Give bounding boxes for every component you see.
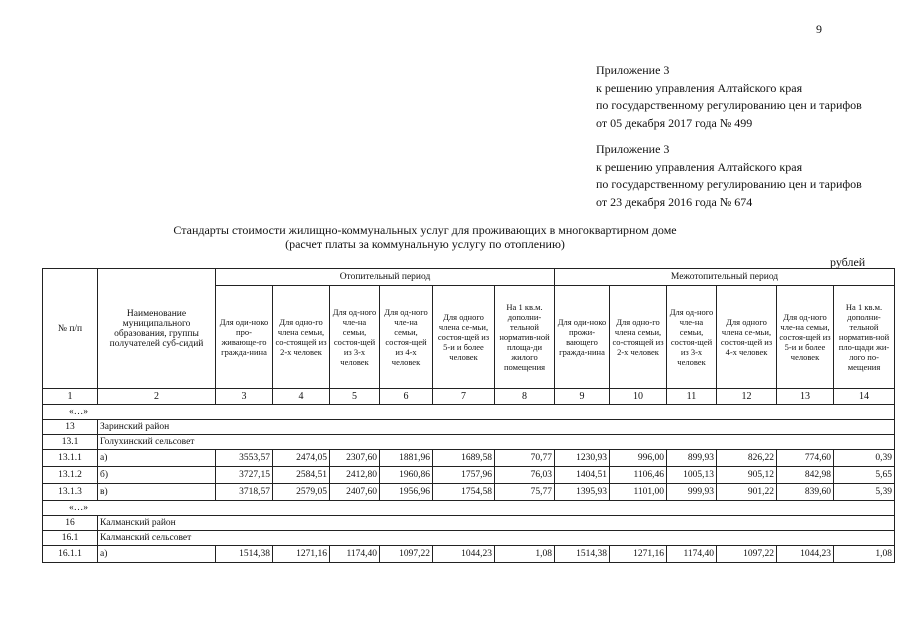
value-cell: 1271,16 bbox=[610, 546, 667, 563]
row-number: 16.1.1 bbox=[43, 546, 98, 563]
value-cell: 1960,86 bbox=[380, 467, 433, 484]
value-cell: 842,98 bbox=[777, 467, 834, 484]
header-heating-period: Отопительный период bbox=[216, 269, 555, 286]
header-heating-col: Для од-ного чле-на семьи, состоя-щей из 3-х человек bbox=[330, 286, 380, 389]
value-cell: 1174,40 bbox=[667, 546, 717, 563]
header-nonheating-col: Для одно-го члена семьи, со-стоящей из 2-х человек bbox=[610, 286, 667, 389]
section-name: Заринский район bbox=[98, 420, 895, 435]
column-number: 7 bbox=[433, 389, 495, 405]
row-number: 13.1.1 bbox=[43, 450, 98, 467]
value-cell: 75,77 bbox=[495, 484, 555, 501]
table-row bbox=[43, 450, 895, 467]
value-cell: 1174,40 bbox=[330, 546, 380, 563]
column-number: 1 bbox=[43, 389, 98, 405]
value-cell: 1757,96 bbox=[433, 467, 495, 484]
row-name: а) bbox=[98, 546, 216, 563]
header-heating-col: Для оди-ноко про-живающе-го гражда-нина bbox=[216, 286, 273, 389]
row-number: 13.1 bbox=[43, 435, 98, 450]
column-number: 11 bbox=[667, 389, 717, 405]
appendix-line: по государственному регулированию цен и тарифов bbox=[596, 98, 862, 112]
column-number: 2 bbox=[98, 389, 216, 405]
header-nonheating-period: Межотопительный период bbox=[555, 269, 895, 286]
section-row bbox=[43, 516, 895, 531]
column-number: 3 bbox=[216, 389, 273, 405]
table-row bbox=[43, 467, 895, 484]
page-number: 9 bbox=[816, 22, 822, 36]
value-cell: 3553,57 bbox=[216, 450, 273, 467]
value-cell: 3727,15 bbox=[216, 467, 273, 484]
value-cell: 5,39 bbox=[834, 484, 895, 501]
section-name: Голухинский сельсовет bbox=[98, 435, 895, 450]
ellipsis-row bbox=[43, 405, 895, 420]
header-nonheating-col: Для одного члена се-мьи, состоя-щей из 4-х человек bbox=[717, 286, 777, 389]
value-cell: 5,65 bbox=[834, 467, 895, 484]
value-cell: 2407,60 bbox=[330, 484, 380, 501]
document-subtitle: (расчет платы за коммунальную услугу по отоплению) bbox=[285, 237, 565, 251]
value-cell: 999,93 bbox=[667, 484, 717, 501]
column-number: 10 bbox=[610, 389, 667, 405]
column-number: 4 bbox=[273, 389, 330, 405]
value-cell: 1395,93 bbox=[555, 484, 610, 501]
ellipsis-row bbox=[43, 501, 895, 516]
value-cell: 905,12 bbox=[717, 467, 777, 484]
value-cell: 839,60 bbox=[777, 484, 834, 501]
value-cell: 2474,05 bbox=[273, 450, 330, 467]
value-cell: 1404,51 bbox=[555, 467, 610, 484]
value-cell: 1956,96 bbox=[380, 484, 433, 501]
row-number: 13.1.2 bbox=[43, 467, 98, 484]
section-row bbox=[43, 420, 895, 435]
ellipsis-mark: «…» bbox=[43, 501, 895, 516]
column-number: 5 bbox=[330, 389, 380, 405]
header-num: № п/п bbox=[43, 269, 98, 389]
value-cell: 1271,16 bbox=[273, 546, 330, 563]
header-nonheating-col: Для оди-ноко прожи-вающего гражда-нина bbox=[555, 286, 610, 389]
value-cell: 1881,96 bbox=[380, 450, 433, 467]
header-heating-col: Для од-ного чле-на семьи, состоя-щей из 4-х человек bbox=[380, 286, 433, 389]
header-nonheating-col: Для од-ного чле-на семьи, состоя-щей из 3-х человек bbox=[667, 286, 717, 389]
column-number: 6 bbox=[380, 389, 433, 405]
value-cell: 70,77 bbox=[495, 450, 555, 467]
header-heating-col: Для одного члена се-мьи, состоя-щей из 5-и и более человек bbox=[433, 286, 495, 389]
value-cell: 1097,22 bbox=[717, 546, 777, 563]
value-cell: 1044,23 bbox=[777, 546, 834, 563]
appendix-line: от 05 декабря 2017 года № 499 bbox=[596, 115, 753, 130]
value-cell: 1097,22 bbox=[380, 546, 433, 563]
value-cell: 1514,38 bbox=[216, 546, 273, 563]
column-number: 13 bbox=[777, 389, 834, 405]
value-cell: 2412,80 bbox=[330, 467, 380, 484]
header-nonheating-col: Для од-ного чле-на семьи, состоя-щей из 5-и и более человек bbox=[777, 286, 834, 389]
value-cell: 1,08 bbox=[834, 546, 895, 563]
header-heating-col: Для одно-го члена семьи, со-стоящей из 2-х человек bbox=[273, 286, 330, 389]
header-name: Наименование муниципального образования, группы получателей суб-сидий bbox=[98, 269, 216, 389]
value-cell: 1,08 bbox=[495, 546, 555, 563]
row-name: а) bbox=[98, 450, 216, 467]
value-cell: 1754,58 bbox=[433, 484, 495, 501]
appendix-line: по государственному регулированию цен и тарифов bbox=[596, 177, 862, 191]
column-number: 12 bbox=[717, 389, 777, 405]
header-nonheating-col: На 1 кв.м. дополни-тельной норматив-ной пло-щади жи-лого по-мещения bbox=[834, 286, 895, 389]
row-number: 13.1.3 bbox=[43, 484, 98, 501]
value-cell: 1044,23 bbox=[433, 546, 495, 563]
header-heating-col: На 1 кв.м. дополни-тельной норматив-ной площа-ди жилого помещения bbox=[495, 286, 555, 389]
column-number: 8 bbox=[495, 389, 555, 405]
row-number: 16.1 bbox=[43, 531, 98, 546]
appendix-line: к решению управления Алтайского края bbox=[596, 159, 803, 174]
value-cell: 3718,57 bbox=[216, 484, 273, 501]
appendix-note-current bbox=[596, 62, 862, 132]
units-label: рублей bbox=[830, 255, 866, 269]
row-name: в) bbox=[98, 484, 216, 501]
appendix-line: Приложение 3 bbox=[596, 142, 670, 156]
value-cell: 1101,00 bbox=[610, 484, 667, 501]
tariff-table bbox=[42, 268, 895, 563]
appendix-note-previous bbox=[596, 141, 862, 211]
section-name: Калманский сельсовет bbox=[98, 531, 895, 546]
value-cell: 774,60 bbox=[777, 450, 834, 467]
table-row bbox=[43, 546, 895, 563]
value-cell: 2579,05 bbox=[273, 484, 330, 501]
column-number: 9 bbox=[555, 389, 610, 405]
appendix-line: к решению управления Алтайского края bbox=[596, 80, 803, 95]
appendix-line: от 23 декабря 2016 года № 674 bbox=[596, 194, 753, 209]
value-cell: 826,22 bbox=[717, 450, 777, 467]
value-cell: 1689,58 bbox=[433, 450, 495, 467]
value-cell: 2307,60 bbox=[330, 450, 380, 467]
table-row bbox=[43, 484, 895, 501]
section-row bbox=[43, 435, 895, 450]
ellipsis-mark: «…» bbox=[43, 405, 895, 420]
value-cell: 0,39 bbox=[834, 450, 895, 467]
value-cell: 1106,46 bbox=[610, 467, 667, 484]
value-cell: 2584,51 bbox=[273, 467, 330, 484]
value-cell: 901,22 bbox=[717, 484, 777, 501]
value-cell: 996,00 bbox=[610, 450, 667, 467]
row-name: б) bbox=[98, 467, 216, 484]
appendix-line: Приложение 3 bbox=[596, 63, 670, 77]
value-cell: 1514,38 bbox=[555, 546, 610, 563]
value-cell: 1005,13 bbox=[667, 467, 717, 484]
row-number: 16 bbox=[43, 516, 98, 531]
value-cell: 76,03 bbox=[495, 467, 555, 484]
document-title: Стандарты стоимости жилищно-коммунальных услуг для проживающих в многоквартирном доме bbox=[173, 223, 677, 237]
section-name: Калманский район bbox=[98, 516, 895, 531]
section-row bbox=[43, 531, 895, 546]
column-number: 14 bbox=[834, 389, 895, 405]
value-cell: 899,93 bbox=[667, 450, 717, 467]
value-cell: 1230,93 bbox=[555, 450, 610, 467]
row-number: 13 bbox=[43, 420, 98, 435]
